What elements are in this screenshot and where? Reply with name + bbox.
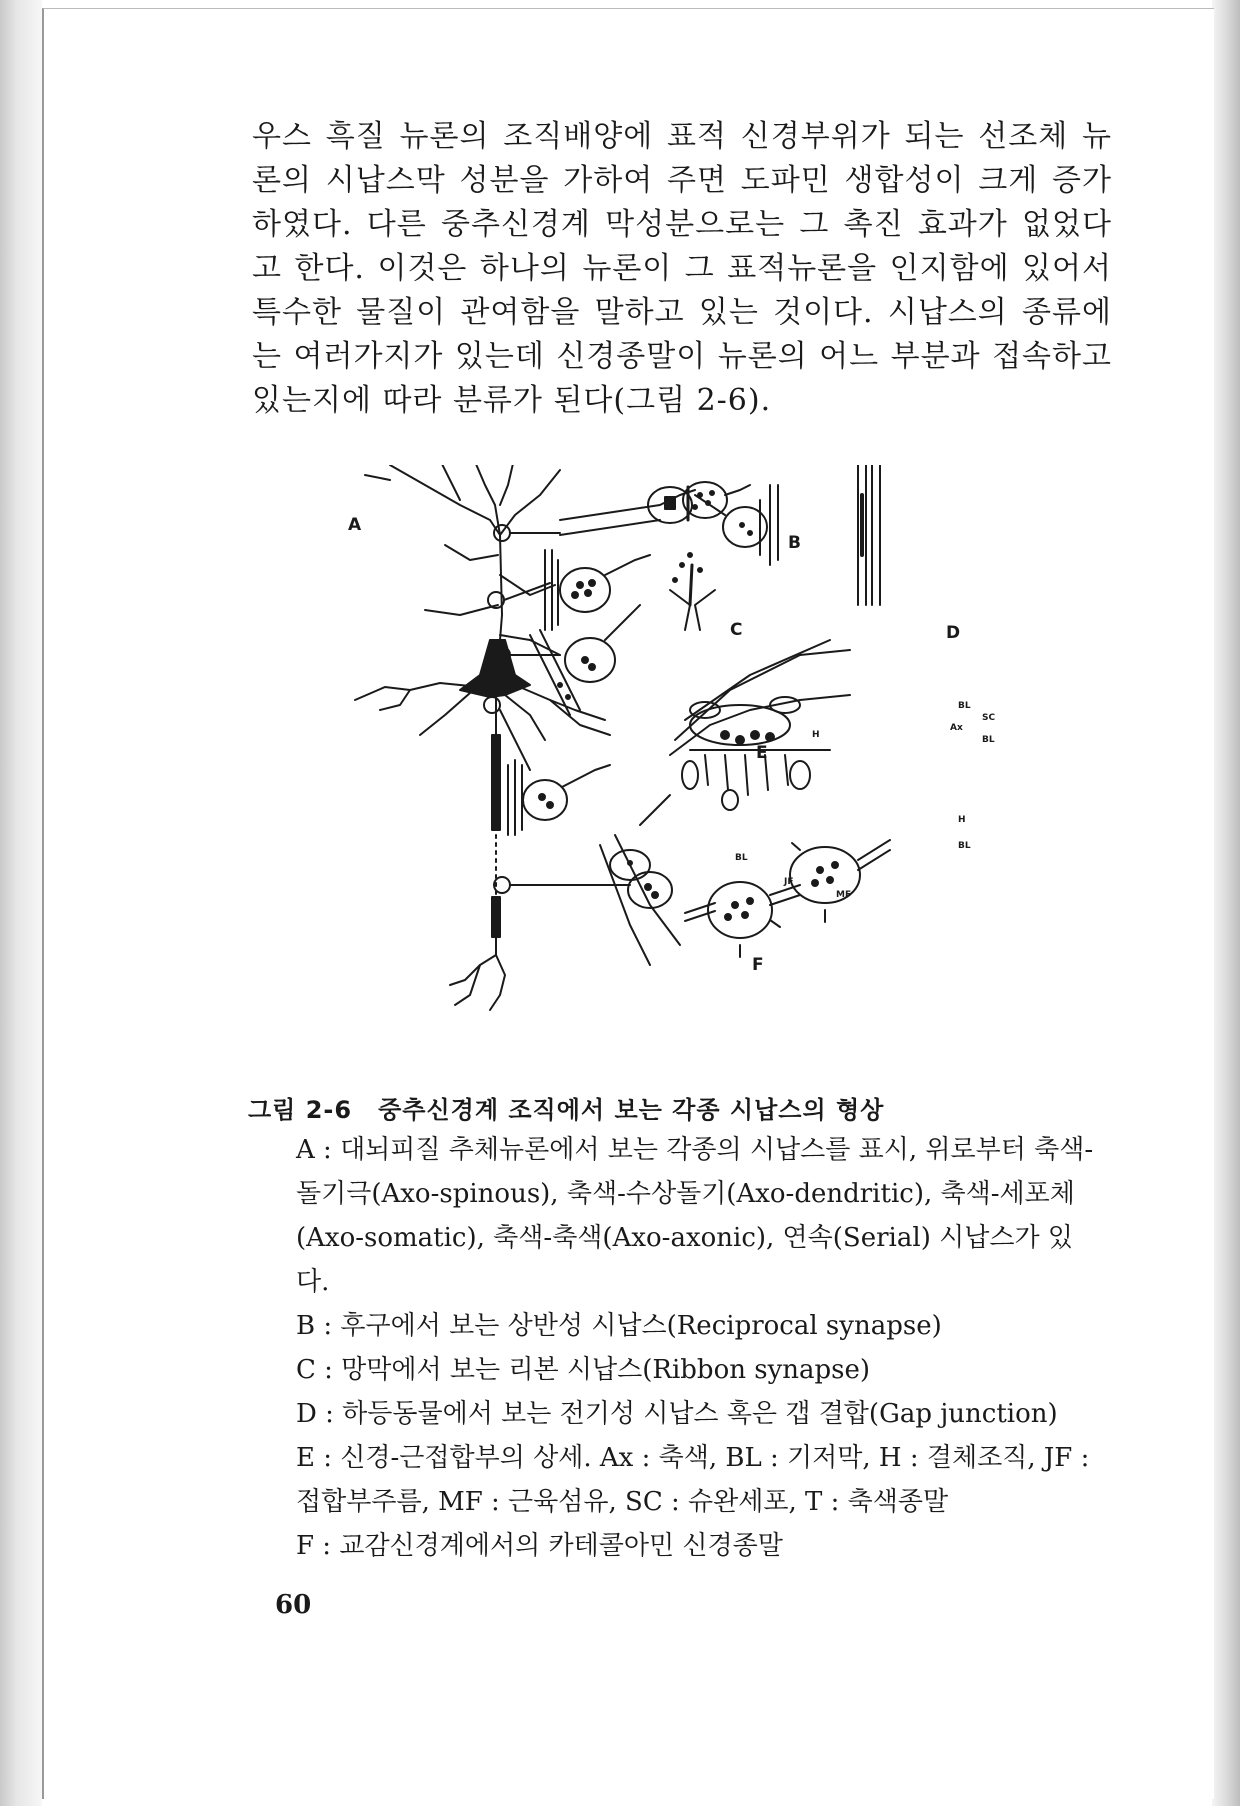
caption-line-e: E : 신경-근접합부의 상세. Ax : 축색, BL : 기저막, H : 결체조직, JF : 접합부주름, MF : 근육섬유, SC : 슈완세포, T : 축색종말 (296, 1443, 1090, 1517)
e-label-ax: Ax (950, 723, 963, 733)
axo-dendritic-synapse-drawing (545, 550, 650, 630)
serial-synapse-drawing (600, 795, 680, 965)
panel-label-c: C (730, 620, 743, 640)
e-label-bl-left: BL (735, 853, 748, 863)
axo-spinous-synapse-drawing (560, 482, 750, 535)
e-label-bl-right: BL (982, 735, 995, 745)
panel-label-f: F (752, 955, 764, 975)
ribbon-synapse-drawing (670, 553, 715, 630)
figure-title: 중추신경계 조직에서 보는 각종 시납스의 형상 (378, 1096, 885, 1124)
panel-label-a: A (348, 515, 362, 535)
reciprocal-synapse-drawing (695, 485, 778, 565)
panel-label-b: B (788, 533, 801, 553)
e-label-bl-top: BL (958, 701, 971, 711)
e-label-sc: SC (982, 713, 996, 723)
page-edge-shadow (1212, 0, 1240, 1806)
caption-line-f: F : 교감신경계에서의 카테콜아민 신경종말 (296, 1531, 783, 1561)
caption-line-a: A : 대뇌피질 추체뉴론에서 보는 각종의 시납스를 표시, 위로부터 축색-돌기극(Axo-spinous), 축색-수상돌기(Axo-dendritic), 축색-세포체(Axo-somatic), 축색-축색(Axo-axonic), 연속(Serial) 시납스가 있다. (296, 1135, 1094, 1297)
figure-caption-body (296, 1128, 1106, 1568)
caption-line-d: D : 하등동물에서 보는 전기성 시납스 혹은 갭 결합(Gap junction) (296, 1399, 1058, 1429)
caption-line-c: C : 망막에서 보는 리본 시납스(Ribbon synapse) (296, 1355, 871, 1385)
synapse-figure (330, 465, 1010, 1065)
e-label-mf: MF (836, 890, 852, 900)
e-label-h-right: H (958, 815, 966, 825)
panel-label-d: D (946, 623, 961, 643)
e-label-jf: JF (784, 877, 794, 887)
caption-line-b: B : 후구에서 보는 상반성 시납스(Reciprocal synapse) (296, 1311, 942, 1341)
page-gutter-shadow (0, 0, 42, 1806)
synapse-illustration (330, 465, 1010, 1065)
e-label-h-left: H (812, 730, 820, 740)
catecholamine-terminal-drawing (685, 840, 890, 957)
figure-number: 그림 2-6 (248, 1096, 353, 1124)
figure-caption-title (248, 1090, 910, 1125)
axo-axonic-synapse-drawing (508, 760, 610, 835)
body-paragraph: 우스 흑질 뉴론의 조직배양에 표적 신경부위가 되는 선조체 뉴론의 시납스막 성분을 가하여 주면 도파민 생합성이 크게 증가하였다. 다른 중추신경계 막성분으로는 그 촉진 효과가 없었다고 한다. 이것은 하나의 뉴론이 그 표적뉴론을 인지함에 있어서 특수한 물질이 관여함을 말하고 있는 것이다. 시납스의 종류에는 여러가지가 있는데 신경종말이 뉴론의 어느 부분과 접속하고 있는지에 따라 분류가 된다(그림 2-6). (252, 119, 1112, 418)
neuromuscular-junction-drawing (670, 640, 850, 810)
e-label-bl-lower-right: BL (958, 841, 971, 851)
pyramidal-neuron-drawing (355, 465, 630, 1010)
page-number: 60 (275, 1590, 312, 1620)
panel-label-e: E (756, 743, 768, 763)
gap-junction-drawing (858, 465, 880, 605)
